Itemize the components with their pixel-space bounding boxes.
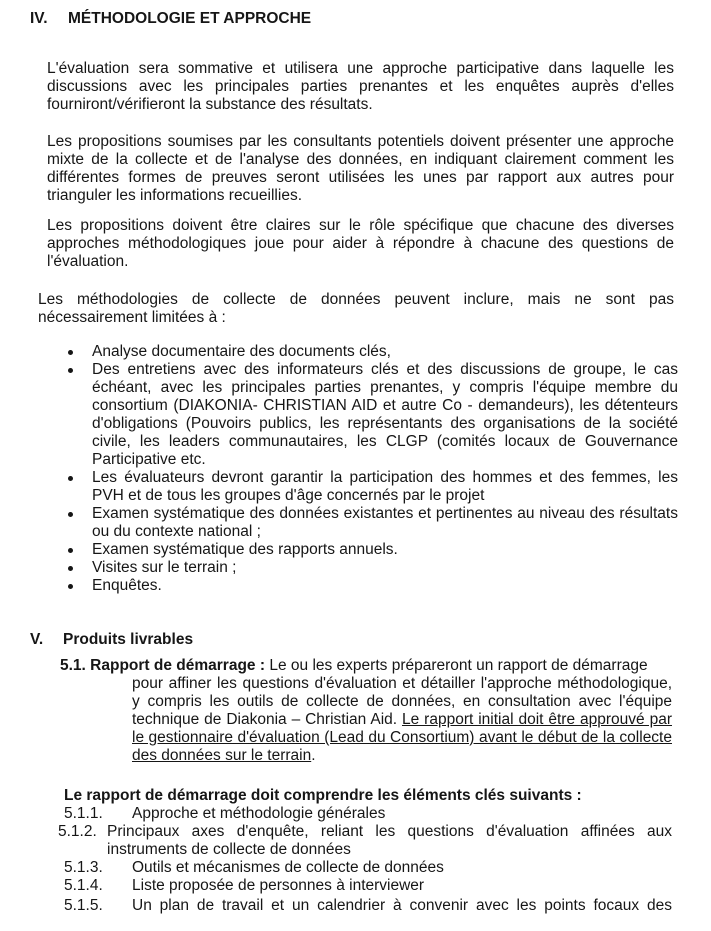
item-text: Un plan de travail et un calendrier à convenir avec les points focaux des xyxy=(132,897,672,914)
paragraph: Les propositions doivent être claires sur le rôle spécifique que chacune des diverses approches méthodologiques joue pour aider à répondre à chacune des questions de l'évaluation. xyxy=(47,217,674,270)
item-number: 5.1.4. xyxy=(64,877,103,894)
elements-heading: Le rapport de démarrage doit comprendre les éléments clés suivants : xyxy=(64,787,582,804)
approval-requirement: Le rapport initial doit être approuvé par le gestionnaire d'évaluation (Lead du Consortium) avant le début de la collecte des données sur le terrain xyxy=(132,711,672,764)
subsection-5-1-body: pour affiner les questions d'évaluation et détailler l'approche méthodologique, y compris les outils de collecte de données, en consultation avec l'équipe technique de Diakonia – Christian Aid. Le rapport initial doit être approuvé par le gestionnaire d'évaluation (Lead du Consortium) avant le début de la collecte des données sur le terrain. xyxy=(132,675,672,764)
methodology-bullet-list xyxy=(66,343,678,595)
paragraph: Les propositions soumises par les consultants potentiels doivent présenter une approche mixte de la collecte et de l'analyse des données, en indiquant clairement comment les différentes formes de preuves seront utilisées les unes par rapport aux autres pour trianguler les informations recueillies. xyxy=(47,133,674,204)
item-text: Approche et méthodologie générales xyxy=(132,805,386,822)
subsection-number: 5.1. xyxy=(60,657,86,674)
item-number: 5.1.5. xyxy=(64,897,103,914)
list-item: Analyse documentaire des documents clés, xyxy=(66,343,678,361)
bullet-icon xyxy=(68,584,73,589)
paragraph: L'évaluation sera sommative et utilisera une approche participative dans laquelle les discussions avec les principales parties prenantes et les enquêtes auprès d'elles fourniront/vérifieront la substance des résultats. xyxy=(47,60,674,113)
item-number: 5.1.3. xyxy=(64,859,103,876)
bullet-icon xyxy=(68,350,73,355)
list-item: Examen systématique des rapports annuels. xyxy=(66,541,678,559)
bullet-icon xyxy=(68,368,73,373)
list-item: Des entretiens avec des informateurs clés et des discussions de groupe, le cas échéant, avec les principales parties prenantes, y compris l'équipe membre du consortium (DIAKONIA- CHRISTIAN AID et autre Co - demandeurs), les détenteurs d'obligations (Pouvoirs publics, les représentants des organisations de la société civile, les leaders communautaires, les CLGP (comités locaux de Gouvernance Participative etc. xyxy=(66,361,678,469)
bullet-icon xyxy=(68,548,73,553)
subsection-title: Rapport de démarrage : xyxy=(90,657,266,674)
bullet-icon xyxy=(68,512,73,517)
list-item: Visites sur le terrain ; xyxy=(66,559,678,577)
item-number: 5.1.2. xyxy=(58,823,97,840)
item-text: Liste proposée de personnes à interviewer xyxy=(132,877,425,894)
paragraph: Les méthodologies de collecte de données peuvent inclure, mais ne sont pas nécessairement limitées à : xyxy=(38,291,674,326)
item-text: Principaux axes d'enquête, reliant les questions d'évaluation affinées aux instruments de collecte de données xyxy=(107,823,672,858)
section-number: IV. xyxy=(30,10,48,27)
subsection-first-line: Le ou les experts prépareront un rapport de démarrage xyxy=(269,657,648,674)
list-item: Examen systématique des données existantes et pertinentes au niveau des résultats ou du contexte national ; xyxy=(66,505,678,541)
subsection-5-1-heading xyxy=(60,657,648,675)
section-title: Produits livrables xyxy=(63,631,194,648)
item-text: Outils et mécanismes de collecte de données xyxy=(132,859,444,876)
section-number: V. xyxy=(30,631,44,648)
list-item: Enquêtes. xyxy=(66,577,678,595)
bullet-icon xyxy=(68,476,73,481)
item-number: 5.1.1. xyxy=(64,805,103,822)
list-item: Les évaluateurs devront garantir la participation des hommes et des femmes, les PVH et de tous les groupes d'âge concernés par le projet xyxy=(66,469,678,505)
section-title: MÉTHODOLOGIE ET APPROCHE xyxy=(68,10,312,27)
bullet-icon xyxy=(68,566,73,571)
